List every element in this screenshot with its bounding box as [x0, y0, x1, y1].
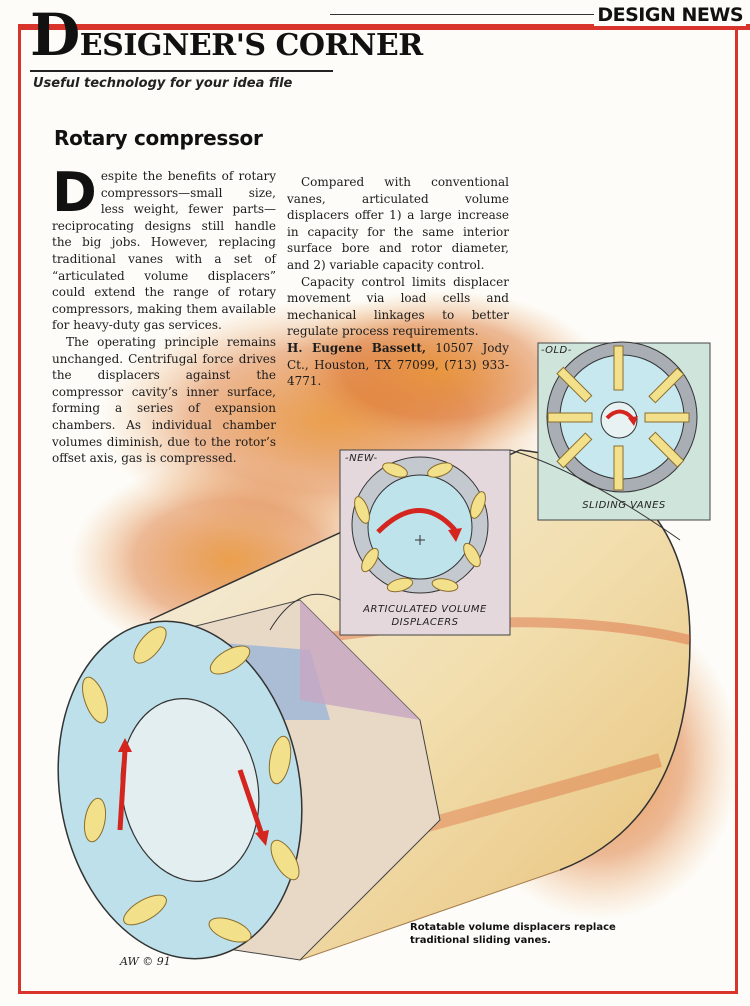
paragraph-3: Compared with conventional vanes, articulated volume displacers offer 1) a large increase in capacity for the same interior surface bore and rotor diameter, and 2) variable capacity control.: [287, 175, 509, 272]
paragraph-2: The operating principle remains unchanged. Centrifugal force drives the displacers against the compressor cavity’s inner surface, forming a series of expansion chambers. As individual chamber volumes diminish, due to the rotor’s offset axis, gas is compressed.: [52, 334, 276, 466]
section-title-rest: ESIGNER'S CORNER: [79, 28, 423, 63]
author-credit: [287, 340, 509, 390]
paragraph-1: [52, 161, 276, 334]
section-title-initial: D: [30, 1, 80, 69]
new-label: -NEW-: [345, 453, 378, 464]
old-caption: SLIDING VANES: [582, 500, 666, 511]
column-right: [287, 174, 509, 390]
figure-caption: Rotatable volume displacers replace traditional sliding vanes.: [410, 922, 616, 946]
header-underline: [30, 70, 333, 72]
paragraph-4: Capacity control limits displacer movement via load cells and mechanical linkages to better regulate process requirements.: [287, 274, 509, 339]
new-caption-line-2: DISPLACERS: [391, 617, 459, 628]
author-name: H. Eugene Bassett,: [287, 340, 427, 355]
section-title: [30, 1, 423, 69]
column-left: [52, 161, 276, 467]
brand-logo: DESIGN NEWS: [594, 4, 746, 26]
artist-signature: AW © 91: [120, 955, 171, 968]
paragraph-1-text: espite the benefits of rotary compressors—small size, less weight, fewer parts—reciprocating designs still handle the big jobs. However, replacing traditional vanes with a set of “articulated volume displacers” could extend the range of rotary compressors, making them available for heavy-duty gas services.: [52, 169, 276, 333]
article-headline: Rotary compressor: [54, 126, 263, 150]
new-caption-line-1: ARTICULATED VOLUME: [363, 604, 487, 615]
author-address: 10507 Jody Ct., Houston, TX 77099, (713) 933-4771.: [287, 340, 509, 389]
section-tagline: Useful technology for your idea file: [33, 76, 293, 91]
drop-cap: D: [52, 161, 97, 224]
old-label: -OLD-: [541, 345, 572, 356]
